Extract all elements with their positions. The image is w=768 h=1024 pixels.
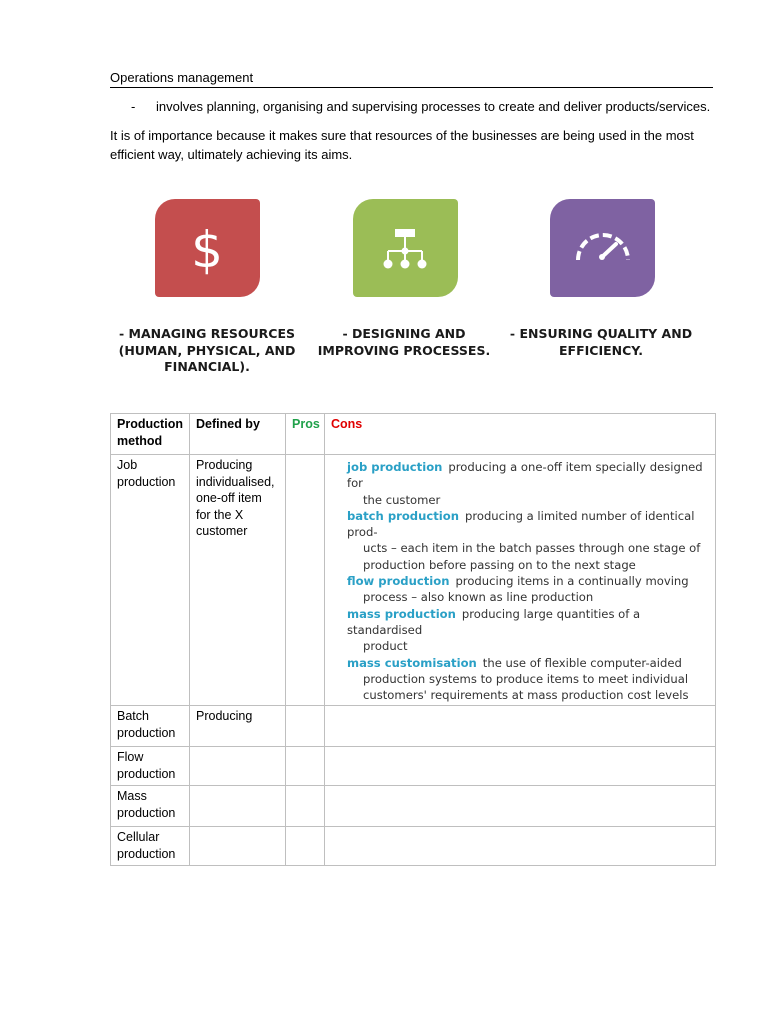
definition-item <box>347 573 709 589</box>
table-row <box>111 827 716 866</box>
caption-line: (HUMAN, PHYSICAL, AND <box>118 342 296 358</box>
bullet-item <box>131 98 710 115</box>
cell-defined-by <box>190 786 286 827</box>
caption-resources <box>112 326 302 376</box>
table-row <box>111 786 716 827</box>
definition-text: the customer <box>363 492 441 507</box>
cell-method: Mass production <box>111 786 190 827</box>
table-row <box>111 747 716 786</box>
cell-pros <box>286 747 325 786</box>
header-defined-by: Defined by <box>190 414 286 455</box>
cell-method: Job production <box>111 455 190 706</box>
definition-item <box>347 606 709 639</box>
cell-cons <box>325 455 716 706</box>
cell-defined-by: Producing individualised, one-off item for the X customer <box>190 455 286 706</box>
cell-defined-by <box>190 747 286 786</box>
cell-method: Cellular production <box>111 827 190 866</box>
definition-text: customers' requirements at mass production cost levels <box>363 688 689 703</box>
svg-text:$: $ <box>191 221 223 279</box>
caption-line: - ENSURING QUALITY AND <box>509 326 693 341</box>
definition-text: producing items in a continually moving <box>455 574 689 589</box>
table-row <box>111 706 716 747</box>
definition-text: producing a one-off item specially designed for <box>347 460 703 491</box>
definition-item <box>347 508 709 541</box>
bullet-dash: - <box>131 99 136 114</box>
definition-term: job production <box>347 460 443 474</box>
caption-processes <box>309 326 499 359</box>
definition-text: the use of flexible computer-aided <box>482 655 682 670</box>
caption-line: - DESIGNING AND <box>342 326 466 341</box>
definition-item <box>347 459 709 492</box>
importance-paragraph: It is of importance because it makes sure that resources of the businesses are being used in the most efficient way, ultimately achieving its aims. <box>110 128 694 162</box>
definition-term: flow production <box>347 574 450 589</box>
cell-defined-by <box>190 827 286 866</box>
cell-cons <box>325 706 716 747</box>
header-pros: Pros <box>286 414 325 455</box>
quality-tile <box>550 199 655 297</box>
production-methods-table <box>110 413 716 866</box>
cell-method: Batch production <box>111 706 190 747</box>
definition-text: ucts – each item in the batch passes through one stage of <box>363 541 701 556</box>
definition-text: process – also known as line production <box>363 590 594 605</box>
cell-pros <box>286 706 325 747</box>
hierarchy-icon <box>353 199 458 297</box>
bullet-text: involves planning, organising and supervising processes to create and deliver products/services. <box>156 99 711 114</box>
header-method: Production method <box>111 414 190 455</box>
cell-defined-by: Producing <box>190 706 286 747</box>
table-row <box>111 455 716 706</box>
speedometer-icon <box>550 199 655 297</box>
definition-text: product <box>363 639 408 654</box>
definition-item <box>347 655 709 671</box>
processes-tile <box>353 199 458 297</box>
cell-cons <box>325 786 716 827</box>
cell-pros <box>286 827 325 866</box>
cell-cons <box>325 827 716 866</box>
resources-tile <box>155 199 260 297</box>
production-definitions <box>331 457 709 703</box>
section-heading: Operations management <box>110 69 713 88</box>
definition-text: production systems to produce items to meet individual <box>363 671 689 686</box>
caption-line: FINANCIAL). <box>164 359 250 374</box>
definition-term: mass production <box>347 606 456 621</box>
caption-quality <box>506 326 696 359</box>
definition-term: mass customisation <box>347 655 477 670</box>
definition-text: production before passing on to the next stage <box>363 557 636 572</box>
cell-pros <box>286 455 325 706</box>
definition-text: producing large quantities of a standardised <box>347 606 641 637</box>
definition-term: batch production <box>347 508 459 523</box>
caption-line: IMPROVING PROCESSES. <box>317 342 491 358</box>
caption-line: - MANAGING RESOURCES <box>118 326 296 341</box>
table-header-row <box>111 414 716 455</box>
header-cons: Cons <box>325 414 716 455</box>
cell-cons <box>325 747 716 786</box>
cell-method: Flow production <box>111 747 190 786</box>
dollar-icon <box>155 199 260 297</box>
caption-line: EFFICIENCY. <box>559 342 643 358</box>
definition-text: producing a limited number of identical prod- <box>347 508 695 540</box>
cell-pros <box>286 786 325 827</box>
